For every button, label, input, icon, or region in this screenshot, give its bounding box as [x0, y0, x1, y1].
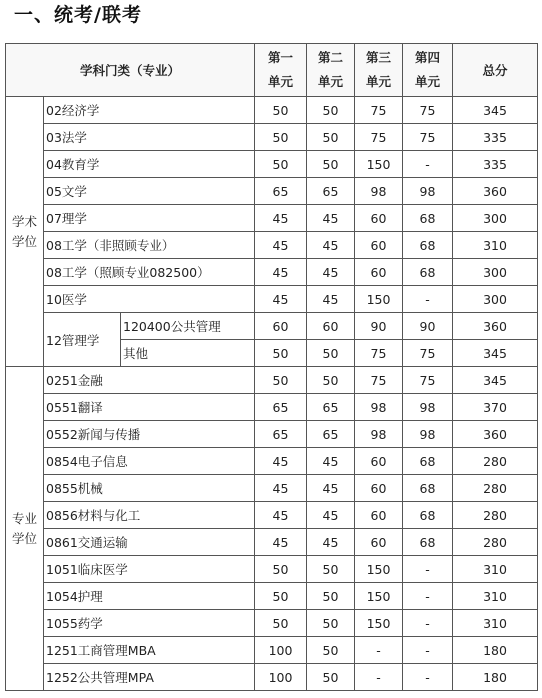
score-cell: 50: [255, 340, 307, 367]
total-cell: 345: [453, 97, 538, 124]
score-cell: 65: [255, 421, 307, 448]
academic-degree-label-line: 学位: [11, 233, 37, 249]
professional-degree-label-line: 学位: [11, 530, 37, 546]
score-cell: 50: [307, 637, 355, 664]
table-row: [6, 475, 538, 502]
score-cell: 60: [355, 259, 403, 286]
score-cell: 50: [307, 610, 355, 637]
score-cell: 45: [255, 529, 307, 556]
score-cell: 50: [307, 97, 355, 124]
score-cell: 50: [255, 124, 307, 151]
subject-cell: 04教育学: [44, 151, 255, 178]
score-cell: 100: [255, 637, 307, 664]
score-cell: 68: [403, 529, 453, 556]
total-cell: 310: [453, 610, 538, 637]
score-cell: 45: [255, 259, 307, 286]
subject-cell: 0856材料与化工: [44, 502, 255, 529]
unit3-header: [355, 44, 403, 97]
score-cell: 60: [355, 448, 403, 475]
score-cell: -: [403, 664, 453, 691]
table-row: [6, 151, 538, 178]
score-cell: 50: [255, 556, 307, 583]
score-cell: 65: [307, 394, 355, 421]
score-cell: 45: [307, 232, 355, 259]
score-cell: 90: [355, 313, 403, 340]
score-cell: -: [355, 664, 403, 691]
unit3-header-line1: 第三: [365, 50, 391, 65]
score-cell: 45: [307, 529, 355, 556]
score-cell: 75: [355, 367, 403, 394]
score-cell: 75: [355, 124, 403, 151]
score-cell: 150: [355, 610, 403, 637]
table-row: [6, 259, 538, 286]
table-row: [6, 286, 538, 313]
table-row: [6, 313, 538, 340]
score-cell: 45: [307, 205, 355, 232]
score-cell: -: [403, 151, 453, 178]
table-row: [6, 448, 538, 475]
score-cell: -: [355, 637, 403, 664]
subject-cell: 0552新闻与传播: [44, 421, 255, 448]
score-cell: 65: [255, 178, 307, 205]
unit1-header: [255, 44, 307, 97]
subject-cell: 10医学: [44, 286, 255, 313]
score-cell: 98: [403, 421, 453, 448]
total-cell: 345: [453, 340, 538, 367]
total-cell: 180: [453, 637, 538, 664]
score-cell: 68: [403, 475, 453, 502]
unit4-header-line1: 第四: [414, 50, 440, 65]
table-row: [6, 205, 538, 232]
score-cell: 98: [403, 394, 453, 421]
subject-cell: 1051临床医学: [44, 556, 255, 583]
score-cell: 45: [307, 502, 355, 529]
subject-cell: 08工学（非照顾专业）: [44, 232, 255, 259]
table-row: [6, 610, 538, 637]
total-cell: 300: [453, 286, 538, 313]
total-cell: 360: [453, 313, 538, 340]
score-cell: 75: [403, 97, 453, 124]
score-cell: 50: [307, 556, 355, 583]
score-cell: 50: [307, 151, 355, 178]
total-cell: 310: [453, 232, 538, 259]
score-cell: 75: [403, 124, 453, 151]
score-cell: 60: [355, 205, 403, 232]
subject-cell: 12管理学: [44, 313, 121, 367]
score-cell: 100: [255, 664, 307, 691]
subject-cell: 0551翻译: [44, 394, 255, 421]
score-cell: 65: [255, 394, 307, 421]
total-cell: 280: [453, 529, 538, 556]
subject-cell: 0861交通运输: [44, 529, 255, 556]
score-cell: -: [403, 610, 453, 637]
score-cell: 50: [307, 583, 355, 610]
score-cell: 98: [403, 178, 453, 205]
score-cell: 65: [307, 178, 355, 205]
score-cell: 60: [255, 313, 307, 340]
score-cell: 68: [403, 502, 453, 529]
score-cell: 75: [403, 367, 453, 394]
score-cell: 50: [255, 97, 307, 124]
table-row: [6, 394, 538, 421]
unit2-header-line2: 单元: [317, 74, 343, 89]
score-cell: 45: [255, 232, 307, 259]
category-header: 学科门类（专业）: [6, 44, 255, 97]
score-cell: 50: [307, 124, 355, 151]
score-cell: 60: [307, 313, 355, 340]
score-cell: 50: [255, 583, 307, 610]
unit1-header-line1: 第一: [267, 50, 293, 65]
total-cell: 310: [453, 583, 538, 610]
score-cell: 45: [255, 286, 307, 313]
table-row: [6, 232, 538, 259]
academic-degree-label-line: 学术: [11, 213, 37, 229]
subject-cell: 1251工商管理MBA: [44, 637, 255, 664]
table-row: [6, 664, 538, 691]
score-cell: 50: [307, 340, 355, 367]
total-cell: 360: [453, 421, 538, 448]
page-title: 一、统考/联考: [14, 4, 142, 26]
subject-cell: 05文学: [44, 178, 255, 205]
academic-degree-label: [6, 97, 44, 367]
professional-degree-label-line: 专业: [11, 510, 37, 526]
score-cell: 45: [307, 475, 355, 502]
score-cell: 150: [355, 556, 403, 583]
subject-cell: 1054护理: [44, 583, 255, 610]
score-cell: -: [403, 556, 453, 583]
score-cell: 68: [403, 259, 453, 286]
score-cell: -: [403, 637, 453, 664]
subject-cell: 0854电子信息: [44, 448, 255, 475]
score-cell: 60: [355, 502, 403, 529]
table-row: [6, 178, 538, 205]
score-cell: 90: [403, 313, 453, 340]
total-cell: 335: [453, 151, 538, 178]
table-header-row: [6, 44, 538, 97]
score-cell: 45: [307, 448, 355, 475]
total-cell: 280: [453, 502, 538, 529]
score-cell: 75: [355, 340, 403, 367]
score-cell: 45: [255, 475, 307, 502]
score-cell: 98: [355, 421, 403, 448]
score-cell: 45: [255, 448, 307, 475]
subject-cell: 0251金融: [44, 367, 255, 394]
table-row: [6, 502, 538, 529]
total-header: 总分: [453, 44, 538, 97]
total-cell: 335: [453, 124, 538, 151]
subject-cell: 02经济学: [44, 97, 255, 124]
table-row: [6, 556, 538, 583]
score-cell: 45: [255, 205, 307, 232]
unit4-header-line2: 单元: [414, 74, 440, 89]
total-cell: 180: [453, 664, 538, 691]
table-row: [6, 583, 538, 610]
total-cell: 345: [453, 367, 538, 394]
score-cell: 50: [255, 367, 307, 394]
unit2-header-line1: 第二: [317, 50, 343, 65]
total-cell: 360: [453, 178, 538, 205]
total-cell: 280: [453, 475, 538, 502]
sub-subject-cell: 其他: [121, 340, 255, 367]
sub-subject-cell: 120400公共管理: [121, 313, 255, 340]
subject-cell: 07理学: [44, 205, 255, 232]
unit2-header: [307, 44, 355, 97]
subject-cell: 08工学（照顾专业082500）: [44, 259, 255, 286]
score-cell: 45: [307, 259, 355, 286]
total-cell: 300: [453, 259, 538, 286]
unit4-header: [403, 44, 453, 97]
score-cell: 50: [255, 151, 307, 178]
score-cell: 68: [403, 448, 453, 475]
score-cell: 65: [307, 421, 355, 448]
score-cell: 60: [355, 475, 403, 502]
score-cell: 50: [307, 367, 355, 394]
table-row: [6, 421, 538, 448]
professional-degree-label: [6, 367, 44, 691]
score-cell: 75: [403, 340, 453, 367]
total-cell: 300: [453, 205, 538, 232]
score-cell: 68: [403, 232, 453, 259]
score-cell: 60: [355, 529, 403, 556]
subject-cell: 0855机械: [44, 475, 255, 502]
score-cell: 150: [355, 583, 403, 610]
total-cell: 310: [453, 556, 538, 583]
score-cell: 68: [403, 205, 453, 232]
score-cell: 75: [355, 97, 403, 124]
subject-cell: 03法学: [44, 124, 255, 151]
score-cell: 45: [255, 502, 307, 529]
table-row: [6, 637, 538, 664]
table-row: [6, 124, 538, 151]
score-table: [5, 43, 538, 691]
unit1-header-line2: 单元: [267, 74, 293, 89]
score-cell: 150: [355, 151, 403, 178]
score-cell: 98: [355, 394, 403, 421]
subject-cell: 1252公共管理MPA: [44, 664, 255, 691]
score-cell: 60: [355, 232, 403, 259]
table-row: [6, 529, 538, 556]
total-cell: 280: [453, 448, 538, 475]
score-cell: 50: [307, 664, 355, 691]
subject-cell: 1055药学: [44, 610, 255, 637]
score-cell: -: [403, 286, 453, 313]
total-cell: 370: [453, 394, 538, 421]
score-cell: 150: [355, 286, 403, 313]
table-row: [6, 97, 538, 124]
score-cell: 98: [355, 178, 403, 205]
score-cell: 50: [255, 610, 307, 637]
score-cell: -: [403, 583, 453, 610]
table-row: [6, 367, 538, 394]
unit3-header-line2: 单元: [365, 74, 391, 89]
score-cell: 45: [307, 286, 355, 313]
